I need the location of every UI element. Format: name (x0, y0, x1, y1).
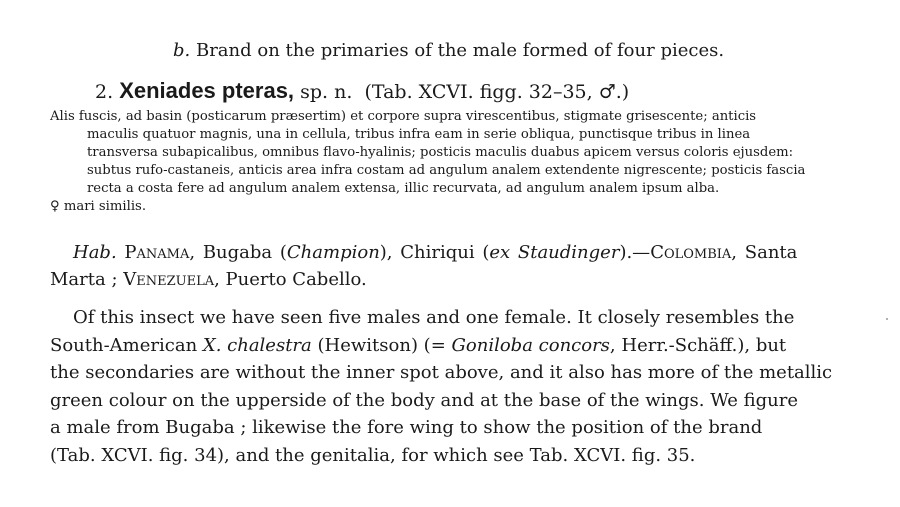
species-name: Xeniades pteras, (119, 78, 295, 103)
locality-bugaba: Bugaba ( (195, 242, 287, 263)
habitat-block (50, 239, 850, 293)
paragraph-text: , Herr.-Schäff.), but (609, 334, 787, 356)
brand-heading-text: Brand on the primaries of the male formed of four pieces. (190, 40, 725, 61)
female-note: ♀ mari similis. (50, 199, 147, 214)
collector-champion: Champion (286, 242, 380, 263)
locality-colombia: Colombia, (650, 242, 738, 263)
collector-staudinger: ex Staudinger (489, 242, 620, 263)
locality-santa: Santa (737, 242, 798, 263)
brand-heading-label: b. (173, 40, 191, 61)
paragraph-text: (Hewitson) (= (311, 334, 452, 356)
species-ref-goniloba: Goniloba concors (451, 334, 610, 356)
paragraph-line: green colour on the upperside of the body and at the base of the wings. We figure (50, 389, 798, 411)
locality-chiriqui: ), Chiriqui ( (379, 242, 490, 263)
brand-heading (173, 40, 724, 61)
paragraph-line: a male from Bugaba ; likewise the fore wing to show the position of the brand (50, 417, 763, 438)
locality-marta: Marta ; (50, 269, 124, 290)
latin-description (50, 108, 850, 216)
margin-speck (886, 318, 888, 320)
description-line: maculis quatuor magnis, una in cellula, tribus infra eam in serie obliqua, punctisque tribus in linea (87, 127, 751, 142)
paragraph-line (50, 332, 850, 360)
locality-venezuela: Venezuela, (123, 269, 220, 290)
species-number: 2. (95, 81, 114, 103)
hab-label: Hab. (73, 242, 117, 263)
locality-panama: Panama, (124, 242, 196, 263)
plate-reference: (Tab. XCVI. figg. 32–35, ♂.) (364, 81, 630, 103)
description-line: transversa subapicalibus, omnibus flavo-hyalinis; posticis maculis duabus apicem versus coloris ejusdem: (87, 145, 794, 160)
paragraph-line: the secondaries are without the inner spot above, and it also has more of the metallic (50, 362, 833, 383)
description-line: recta a costa fere ad angulum analem extensa, illic recurvata, ad angulum analem ipsum alba. (87, 181, 720, 196)
species-ref-chalestra: X. chalestra (202, 334, 312, 356)
paragraph-text: South-American (50, 334, 203, 356)
paragraph-line: Of this insect we have seen five males and one female. It closely resembles the (73, 307, 795, 328)
habitat-line-2 (50, 266, 850, 293)
paragraph-line: (Tab. XCVI. fig. 34), and the genitalia, for which see Tab. XCVI. fig. 35. (50, 444, 696, 466)
description-line: subtus rufo-castaneis, anticis area infra costam ad angulum analem extendente nigrescente; posticis fascia (87, 163, 806, 178)
species-heading (95, 78, 629, 104)
discussion-paragraph (50, 304, 850, 469)
locality-puerto-cabello: Puerto Cabello. (219, 269, 367, 290)
description-line: Alis fuscis, ad basin (posticarum præsertim) et corpore supra virescentibus, stigmate grisescente; anticis (50, 109, 757, 124)
habitat-dash: ).— (619, 242, 651, 263)
habitat-line-1 (50, 239, 850, 266)
species-status: sp. n. (300, 81, 353, 103)
